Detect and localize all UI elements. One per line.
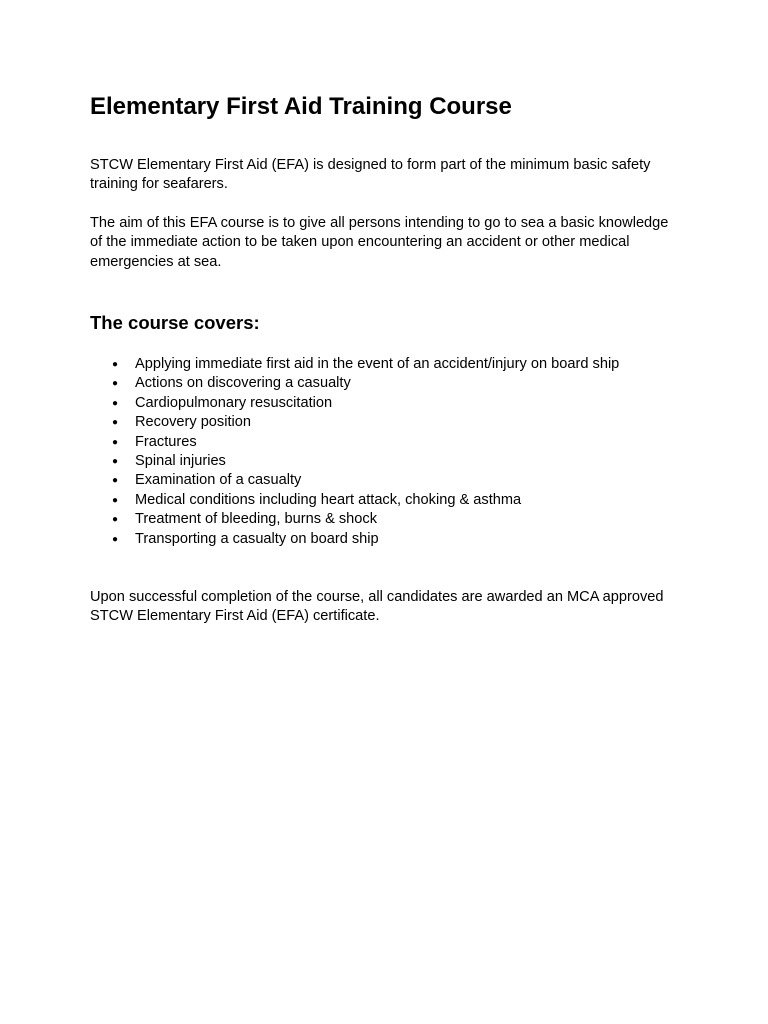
list-item <box>90 433 690 452</box>
list-item-text: Examination of a casualty <box>135 472 302 489</box>
bullet-icon: ● <box>112 436 119 448</box>
list-item <box>90 452 690 471</box>
list-item <box>90 530 690 549</box>
list-item-text: Treatment of bleeding, burns & shock <box>135 511 378 528</box>
list-item <box>90 471 690 490</box>
bullet-icon: ● <box>112 455 119 467</box>
aim-paragraph: The aim of this EFA course is to give all persons intending to go to sea a basic knowledge of the immediate action to be taken upon encountering an accident or other medical emergencies at sea. <box>90 215 669 270</box>
bullet-icon: ● <box>112 417 119 429</box>
section-heading: The course covers: <box>90 312 260 333</box>
list-item <box>90 510 690 529</box>
closing-paragraph: Upon successful completion of the course, all candidates are awarded an MCA approved STCW Elementary First Aid (EFA) certificate. <box>90 589 664 625</box>
list-item-text: Transporting a casualty on board ship <box>135 530 379 547</box>
list-item-text: Applying immediate first aid in the event of an accident/injury on board ship <box>135 356 620 372</box>
bullet-icon: ● <box>112 533 119 545</box>
list-item-text: Medical conditions including heart attack, choking & asthma <box>135 491 522 508</box>
bullet-icon: ● <box>112 475 119 487</box>
list-item-text: Recovery position <box>135 414 251 431</box>
bullet-icon: ● <box>112 514 119 526</box>
bullet-icon: ● <box>112 378 119 390</box>
course-items-list <box>90 355 690 549</box>
bullet-icon: ● <box>112 397 119 409</box>
list-item <box>90 394 690 413</box>
document-title: Elementary First Aid Training Course <box>90 93 512 120</box>
list-item-text: Fractures <box>135 433 197 450</box>
list-item-text: Cardiopulmonary resuscitation <box>135 394 333 411</box>
bullet-icon: ● <box>112 359 119 370</box>
list-item-text: Spinal injuries <box>135 452 226 469</box>
list-item <box>90 374 690 393</box>
list-item-text: Actions on discovering a casualty <box>135 375 351 392</box>
intro-paragraph: STCW Elementary First Aid (EFA) is designed to form part of the minimum basic safety training for seafarers. <box>90 157 651 193</box>
list-item <box>90 491 690 510</box>
bullet-icon: ● <box>112 494 119 506</box>
list-item <box>90 355 690 374</box>
list-item <box>90 413 690 432</box>
